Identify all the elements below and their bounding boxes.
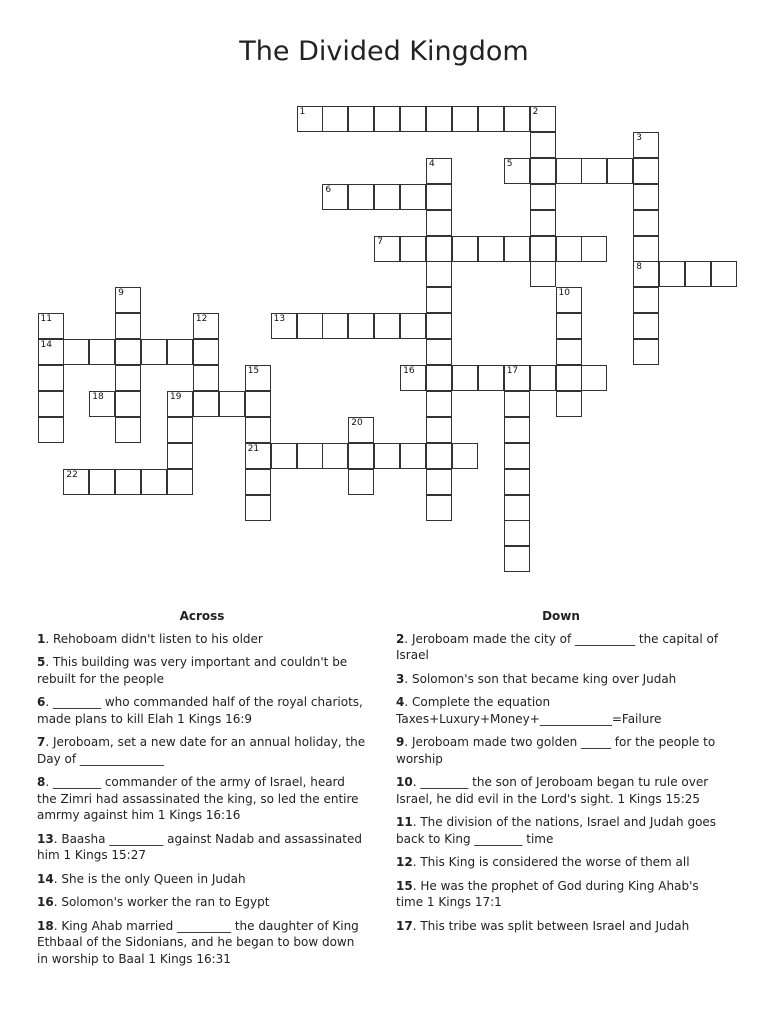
grid-cell[interactable]	[348, 184, 374, 210]
grid-cell[interactable]	[297, 443, 323, 469]
grid-cell[interactable]	[63, 339, 89, 365]
grid-cell[interactable]	[38, 365, 64, 391]
grid-cell[interactable]	[348, 106, 374, 132]
grid-cell[interactable]	[115, 417, 141, 443]
grid-cell[interactable]	[426, 106, 452, 132]
grid-cell[interactable]	[193, 339, 219, 365]
grid-cell[interactable]	[426, 365, 452, 391]
grid-cell[interactable]	[426, 184, 452, 210]
grid-cell[interactable]	[478, 365, 504, 391]
down-clue-15: 15. He was the prophet of God during King Ahab's time 1 Kings 17:1	[396, 878, 699, 909]
grid-cell[interactable]	[530, 261, 556, 287]
grid-cell[interactable]	[115, 313, 141, 339]
grid-cell[interactable]	[633, 132, 659, 158]
grid-cell[interactable]	[322, 313, 348, 339]
cell-number: 20	[351, 417, 363, 428]
cell-number: 10	[558, 288, 570, 299]
grid-cell[interactable]	[504, 236, 530, 262]
grid-cell[interactable]	[504, 365, 530, 391]
grid-cell[interactable]	[556, 313, 582, 339]
grid-cell[interactable]	[452, 365, 478, 391]
down-list	[396, 631, 726, 935]
across-clue-14: 14. She is the only Queen in Judah	[37, 871, 246, 886]
grid-cell[interactable]	[556, 158, 582, 184]
across-clue-18: 18. King Ahab married _________ the daughter of King Ethbaal of the Sidonians, and he began to bow down in worship to Baal 1 Kings 16:31	[37, 918, 359, 966]
grid-cell[interactable]	[633, 184, 659, 210]
grid-cell[interactable]	[245, 469, 271, 495]
grid-cell[interactable]	[115, 287, 141, 313]
grid-cell[interactable]	[426, 391, 452, 417]
grid-cell[interactable]	[167, 417, 193, 443]
grid-cell[interactable]	[193, 313, 219, 339]
cell-number: 15	[247, 366, 260, 376]
grid-cell[interactable]	[504, 443, 530, 469]
grid-cell[interactable]	[63, 469, 89, 495]
grid-cell[interactable]	[685, 261, 711, 287]
cell-number: 2	[532, 107, 539, 117]
grid-cell[interactable]	[348, 417, 374, 443]
down-clue-17: 17. This tribe was split between Israel and Judah	[396, 918, 690, 933]
grid-cell[interactable]	[167, 339, 193, 365]
grid-cell[interactable]	[478, 236, 504, 262]
grid-cell[interactable]	[478, 106, 504, 132]
grid-cell[interactable]	[348, 313, 374, 339]
grid-cell[interactable]	[167, 391, 193, 417]
down-heading: Down	[542, 609, 580, 623]
grid-cell[interactable]	[530, 132, 556, 158]
grid-cell[interactable]	[633, 210, 659, 236]
across-clue-5: 5. This building was very important and couldn't be rebuilt for the people	[37, 655, 348, 686]
grid-cell[interactable]	[245, 495, 271, 521]
grid-cell[interactable]	[141, 339, 167, 365]
grid-cell[interactable]	[297, 313, 323, 339]
grid-cell[interactable]	[141, 469, 167, 495]
grid-cell[interactable]	[167, 443, 193, 469]
cell-number: 9	[118, 288, 124, 299]
grid-cell[interactable]	[89, 469, 115, 495]
across-clue-8: 8. ________ commander of the army of Israel, heard the Zimri had assassinated the king, so led the entire amrmy against him 1 Kings 16:16	[37, 775, 359, 822]
grid-cell[interactable]	[633, 339, 659, 365]
grid-cell[interactable]	[556, 391, 582, 417]
grid-cell[interactable]	[426, 443, 452, 469]
grid-cell[interactable]	[504, 158, 530, 184]
across-clue-7: 7. Jeroboam, set a new date for an annual holiday, the Day of ______________	[37, 735, 366, 766]
cell-number: 6	[325, 184, 332, 195]
grid-cell[interactable]	[400, 443, 426, 469]
grid-cell[interactable]	[374, 443, 400, 469]
across-clue-16: 16. Solomon's worker the ran to Egypt	[37, 895, 270, 909]
grid-cell[interactable]	[426, 417, 452, 443]
cell-number: 17	[506, 366, 519, 376]
grid-cell[interactable]	[633, 261, 659, 287]
grid-cell[interactable]	[348, 443, 374, 469]
grid-cell[interactable]	[322, 184, 348, 210]
cell-number: 13	[273, 314, 286, 325]
grid-cell[interactable]	[115, 469, 141, 495]
down-clue-10: 10. ________ the son of Jeroboam began tu rule over Israel, he did evil in the Lord's sight. 1 Kings 15:25	[396, 775, 709, 806]
cell-number: 11	[40, 314, 52, 325]
grid-cell[interactable]	[504, 106, 530, 132]
cell-number: 12	[195, 314, 208, 325]
cell-number: 4	[429, 158, 435, 169]
grid-cell[interactable]	[374, 106, 400, 132]
cell-number: 16	[403, 366, 415, 376]
grid-cell[interactable]	[374, 313, 400, 339]
cell-number: 1	[299, 107, 306, 117]
grid-cell[interactable]	[426, 469, 452, 495]
grid-cell[interactable]	[711, 261, 737, 287]
across-clues	[37, 608, 367, 974]
grid-cell[interactable]	[633, 313, 659, 339]
grid-cell[interactable]	[400, 313, 426, 339]
grid-cell[interactable]	[581, 236, 607, 262]
grid-cell[interactable]	[219, 391, 245, 417]
grid-cell[interactable]	[530, 184, 556, 210]
cell-number: 21	[247, 443, 260, 454]
across-clue-13: 13. Baasha _________ against Nadab and assassinated him 1 Kings 15:27	[37, 831, 362, 862]
grid-cell[interactable]	[633, 236, 659, 262]
grid-cell[interactable]	[115, 365, 141, 391]
down-clue-11: 11. The division of the nations, Israel and Judah goes back to King ________ time	[396, 815, 717, 846]
grid-cell[interactable]	[400, 106, 426, 132]
cell-number: 14	[40, 340, 52, 351]
across-clue-6: 6. ________ who commanded half of the royal chariots, made plans to kill Elah 1 Kings 16:9	[37, 695, 363, 726]
grid-cell[interactable]	[633, 287, 659, 313]
grid-cell[interactable]	[633, 158, 659, 184]
grid-cell[interactable]	[400, 184, 426, 210]
grid-cell[interactable]	[38, 417, 64, 443]
grid-cell[interactable]	[400, 236, 426, 262]
grid-cell[interactable]	[607, 158, 633, 184]
grid-cell[interactable]	[322, 443, 348, 469]
down-clue-4: 4. Complete the equation Taxes+Luxury+Money+____________=Failure	[396, 695, 662, 726]
grid-cell[interactable]	[426, 495, 452, 521]
grid-cell[interactable]	[245, 443, 271, 469]
grid-cell[interactable]	[426, 210, 452, 236]
grid-cell[interactable]	[89, 391, 115, 417]
down-clue-9: 9. Jeroboam made two golden _____ for the people to worship	[396, 735, 716, 766]
grid-cell[interactable]	[38, 391, 64, 417]
down-clue-2: 2. Jeroboam made the city of __________ the capital of Israel	[396, 631, 719, 662]
grid-cell[interactable]	[348, 469, 374, 495]
grid-cell[interactable]	[504, 495, 530, 521]
across-clue-1: 1. Rehoboam didn't listen to his older	[37, 631, 263, 646]
grid-cell[interactable]	[504, 469, 530, 495]
cell-number: 7	[377, 236, 383, 247]
grid-cell[interactable]	[193, 391, 219, 417]
grid-cell[interactable]	[556, 236, 582, 262]
grid-cell[interactable]	[374, 184, 400, 210]
grid-cell[interactable]	[245, 417, 271, 443]
grid-cell[interactable]	[245, 391, 271, 417]
cell-number: 5	[506, 158, 513, 169]
grid-cell[interactable]	[530, 106, 556, 132]
grid-cell[interactable]	[581, 365, 607, 391]
grid-cell[interactable]	[530, 158, 556, 184]
grid-cell[interactable]	[193, 365, 219, 391]
grid-cell[interactable]	[400, 365, 426, 391]
grid-cell[interactable]	[504, 417, 530, 443]
grid-cell[interactable]	[89, 339, 115, 365]
down-clues	[396, 608, 726, 941]
grid-cell[interactable]	[426, 158, 452, 184]
grid-cell[interactable]	[426, 261, 452, 287]
grid-cell[interactable]	[426, 287, 452, 313]
grid-cell[interactable]	[504, 520, 530, 546]
grid-cell[interactable]	[271, 313, 297, 339]
grid-cell[interactable]	[530, 365, 556, 391]
grid-cell[interactable]	[374, 236, 400, 262]
grid-cell[interactable]	[530, 236, 556, 262]
cell-number: 8	[636, 262, 642, 273]
grid-cell[interactable]	[38, 313, 64, 339]
grid-cell[interactable]	[426, 313, 452, 339]
grid-cell[interactable]	[271, 443, 297, 469]
grid-cell[interactable]	[556, 287, 582, 313]
grid-cell[interactable]	[38, 339, 64, 365]
puzzle-title: The Divided Kingdom	[239, 36, 529, 67]
cell-number: 18	[92, 391, 104, 402]
cell-number: 19	[170, 391, 182, 402]
grid-cell[interactable]	[167, 469, 193, 495]
grid-cell[interactable]	[452, 236, 478, 262]
grid-cell[interactable]	[426, 339, 452, 365]
grid-cell[interactable]	[659, 261, 685, 287]
grid-cell[interactable]	[297, 106, 323, 132]
cell-number: 3	[636, 132, 642, 143]
grid-cell[interactable]	[581, 158, 607, 184]
across-list	[37, 631, 367, 968]
grid-cell[interactable]	[426, 236, 452, 262]
grid-cell[interactable]	[530, 210, 556, 236]
grid-cell[interactable]	[504, 546, 530, 572]
down-clue-3: 3. Solomon's son that became king over Judah	[396, 671, 677, 686]
grid-cell[interactable]	[556, 365, 582, 391]
grid-cell[interactable]	[245, 365, 271, 391]
grid-cell[interactable]	[452, 106, 478, 132]
down-clue-12: 12. This King is considered the worse of them all	[396, 855, 690, 869]
grid-cell[interactable]	[322, 106, 348, 132]
grid-cell[interactable]	[452, 443, 478, 469]
across-heading: Across	[179, 609, 225, 623]
grid-cell[interactable]	[556, 339, 582, 365]
grid-cell[interactable]	[504, 391, 530, 417]
grid-cell[interactable]	[115, 391, 141, 417]
cell-number: 22	[66, 469, 78, 480]
grid-cell[interactable]	[115, 339, 141, 365]
